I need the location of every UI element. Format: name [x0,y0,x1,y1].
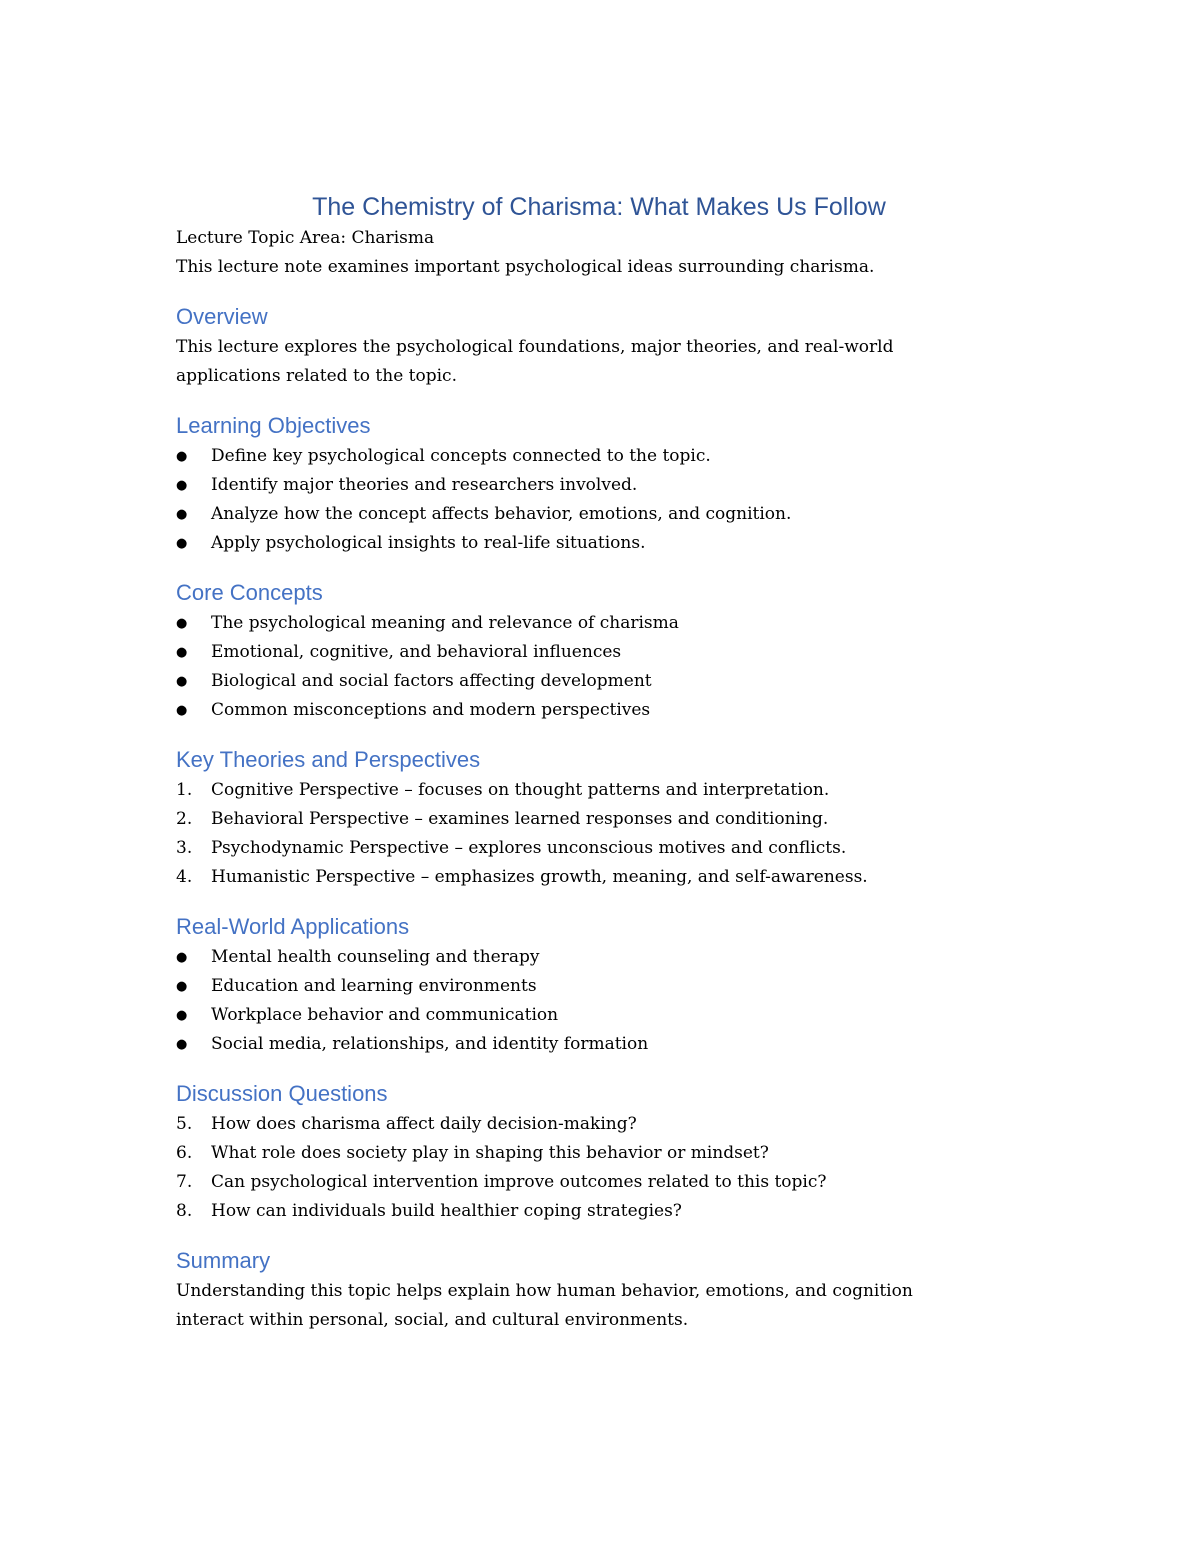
discussion-section [176,1078,1026,1226]
list-item: ● Emotional, cognitive, and behavioral influences [176,638,1026,667]
key-theories-heading: Key Theories and Perspectives [176,747,481,772]
document-title: The Chemistry of Charisma: What Makes Us Follow [312,193,886,221]
list-item: ● The psychological meaning and relevance of charisma [176,609,1026,638]
bullet-icon: ● [176,950,188,965]
learning-objectives-heading: Learning Objectives [176,413,371,438]
bullet-icon: ● [176,478,188,493]
list-item: 5. How does charisma affect daily decision-making? [176,1114,637,1134]
list-item: ● Mental health counseling and therapy [176,943,1026,972]
bullet-icon: ● [176,979,188,994]
overview-text: This lecture explores the psychological foundations, major theories, and real-world applications related to the topic. [176,337,894,386]
list-item: ● Define key psychological concepts connected to the topic. [176,442,1026,471]
overview-heading: Overview [176,304,268,329]
list-item: ● Social media, relationships, and identity formation [176,1030,1026,1059]
core-concepts-section [176,577,1026,725]
list-item: 1. Cognitive Perspective – focuses on thought patterns and interpretation. [176,780,830,800]
core-concepts-heading: Core Concepts [176,580,323,605]
topic-line: Lecture Topic Area: Charisma [176,228,435,248]
list-item: 7. Can psychological intervention improve outcomes related to this topic? [176,1172,827,1192]
list-item: 8. How can individuals build healthier coping strategies? [176,1201,682,1221]
applications-section [176,911,1026,1059]
bullet-icon: ● [176,703,188,718]
discussion-list [176,1110,1026,1226]
list-item: ● Workplace behavior and communication [176,1001,1026,1030]
list-item: ● Identify major theories and researchers involved. [176,471,1026,500]
list-item: ● Analyze how the concept affects behavior, emotions, and cognition. [176,500,1026,529]
bullet-icon: ● [176,1008,188,1023]
list-item: 2. Behavioral Perspective – examines learned responses and conditioning. [176,809,829,829]
applications-heading: Real-World Applications [176,914,410,939]
learning-objectives-list [176,442,1026,558]
bullet-icon: ● [176,536,188,551]
core-concepts-list [176,609,1026,725]
summary-heading: Summary [176,1248,271,1273]
list-item: ● Education and learning environments [176,972,1026,1001]
bullet-icon: ● [176,674,188,689]
summary-section [176,1245,1026,1335]
list-item: ● Common misconceptions and modern perspectives [176,696,1026,725]
discussion-heading: Discussion Questions [176,1081,388,1106]
learning-objectives-section [176,410,1026,558]
bullet-icon: ● [176,616,188,631]
list-item: 6. What role does society play in shaping this behavior or mindset? [176,1143,769,1163]
list-item: ● Biological and social factors affecting development [176,667,1026,696]
key-theories-list [176,776,1026,892]
list-item: 3. Psychodynamic Perspective – explores unconscious motives and conflicts. [176,838,847,858]
bullet-icon: ● [176,645,188,660]
bullet-icon: ● [176,507,188,522]
key-theories-section [176,744,1026,892]
list-item: ● Apply psychological insights to real-life situations. [176,529,1026,558]
overview-section [176,301,1026,391]
intro-line: This lecture note examines important psychological ideas surrounding charisma. [176,257,875,277]
applications-list [176,943,1026,1059]
bullet-icon: ● [176,1037,188,1052]
summary-text: Understanding this topic helps explain how human behavior, emotions, and cognition interact within personal, social, and cultural environments. [176,1281,913,1330]
document-page [176,190,1026,1335]
list-item: 4. Humanistic Perspective – emphasizes growth, meaning, and self-awareness. [176,867,868,887]
bullet-icon: ● [176,449,188,464]
